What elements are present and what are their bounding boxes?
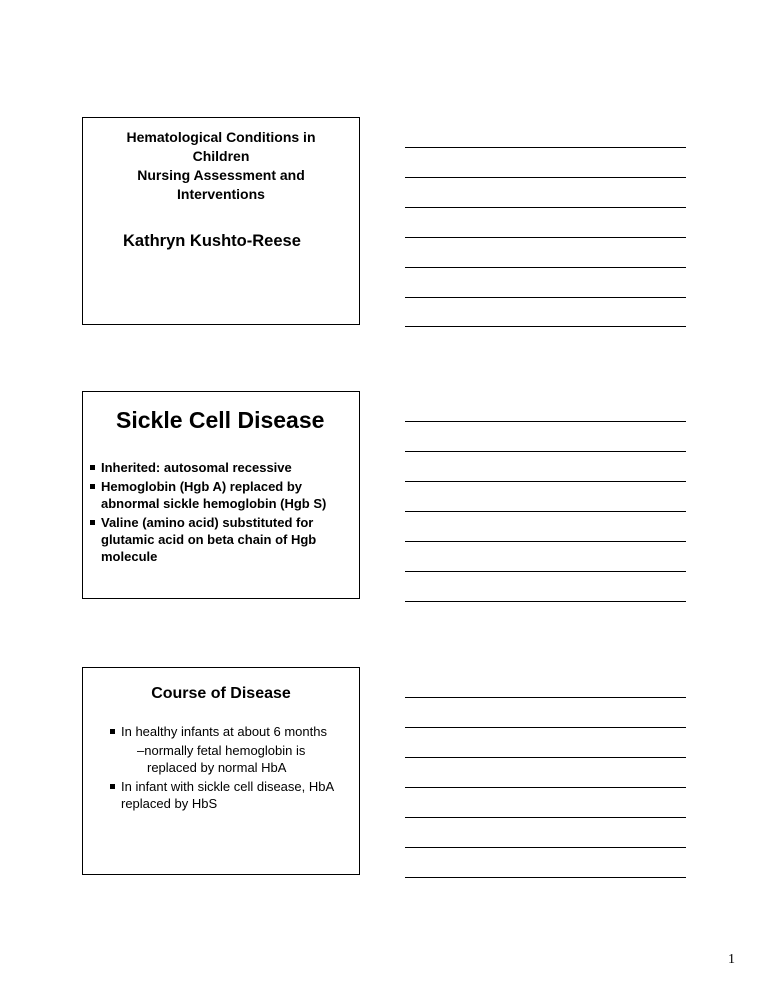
list-item: In healthy infants at about 6 months [109, 723, 356, 740]
title-line: Nursing Assessment and [137, 167, 305, 183]
list-item: In infant with sickle cell disease, HbA replaced by HbS [109, 778, 356, 812]
author-name: Kathryn Kushto-Reese [123, 232, 301, 250]
slide-3 [82, 667, 360, 875]
title-line: Hematological Conditions in [126, 129, 316, 145]
slide-2 [82, 391, 360, 599]
slide-title: Sickle Cell Disease [116, 407, 325, 433]
list-item: Inherited: autosomal recessive [89, 459, 354, 476]
list-item: Valine (amino acid) substituted for glutamic acid on beta chain of Hgb molecule [89, 514, 354, 565]
bullet-list [89, 459, 354, 567]
slide-title [83, 128, 359, 204]
slide-1 [82, 117, 360, 325]
slide-title: Course of Disease [151, 685, 291, 702]
bullet-list [111, 723, 356, 814]
list-item: Hemoglobin (Hgb A) replaced by abnormal sickle hemoglobin (Hgb S) [89, 478, 354, 512]
title-line: Children [192, 148, 250, 164]
sub-list-item: –normally fetal hemoglobin is replaced by normal HbA [137, 743, 306, 775]
title-line: Interventions [177, 186, 265, 202]
page-number: 1 [728, 952, 735, 967]
